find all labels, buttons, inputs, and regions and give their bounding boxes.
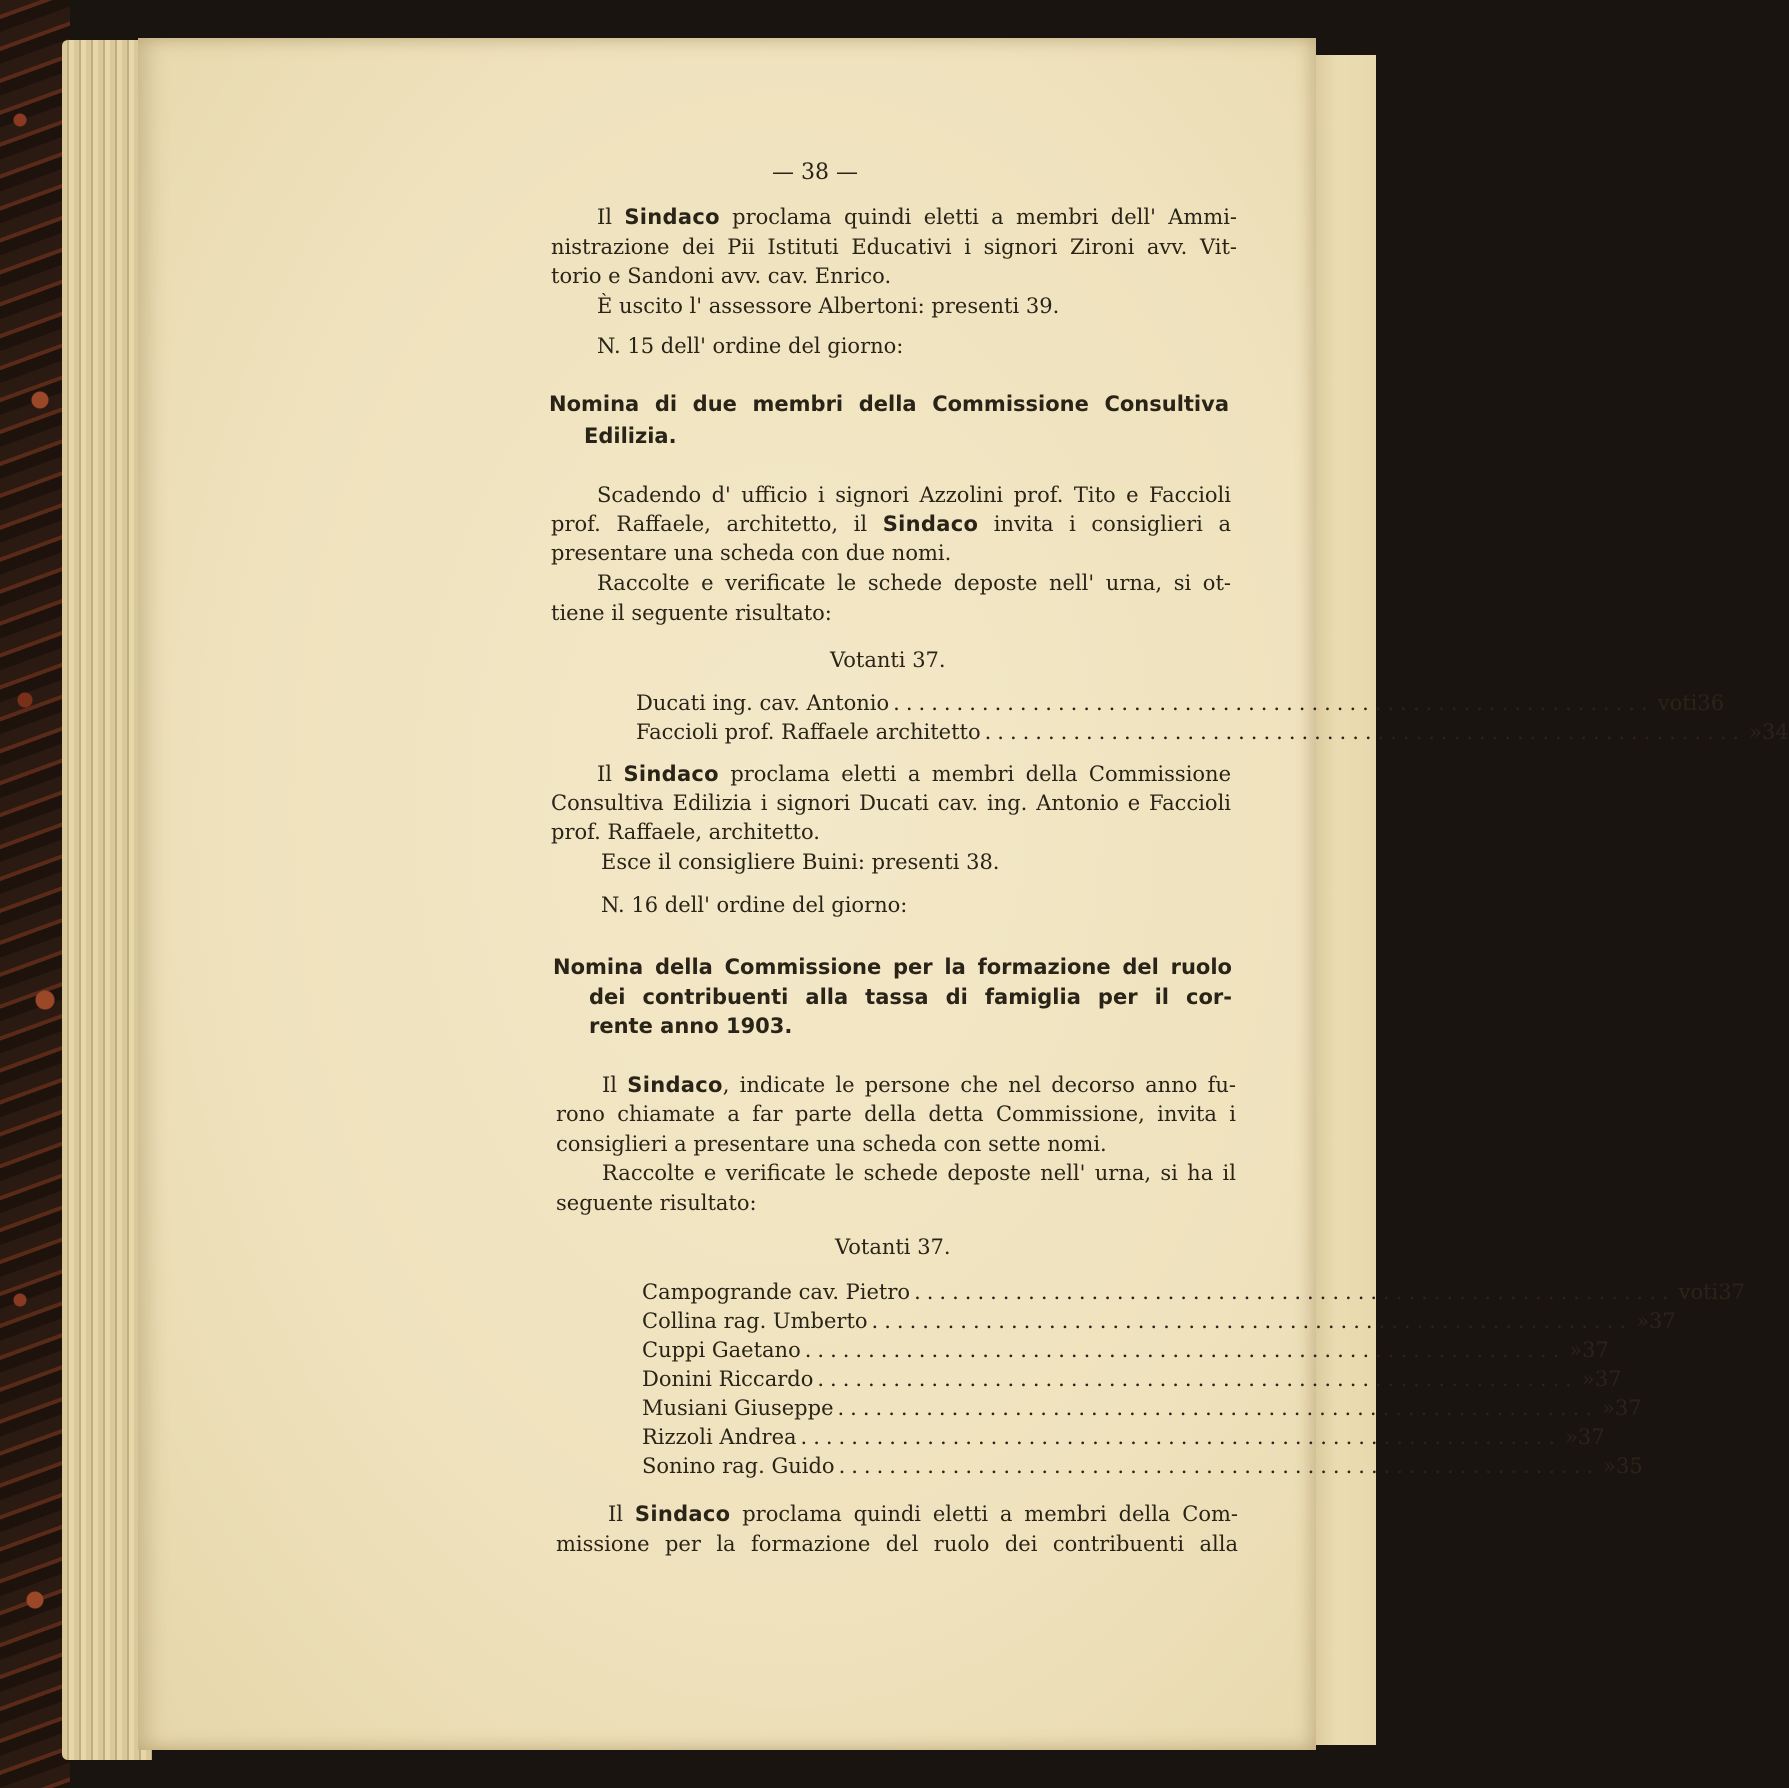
vote-count: 37 — [1648, 1309, 1676, 1333]
paragraph-line: nistrazione dei Pii Istituti Educativi i signori Zironi avv. Vit- — [551, 235, 1237, 259]
paragraph-line: torio e Sandoni avv. cav. Enrico. — [551, 264, 892, 288]
leader-dots: ............................................................ — [984, 720, 1746, 744]
paragraph-line: Raccolte e verificate le schede deposte nell' urna, si ha il — [602, 1161, 1236, 1185]
page-number: — 38 — — [772, 160, 858, 185]
result-row — [642, 1309, 1676, 1333]
paragraph-line: Scadendo d' ufficio i signori Azzolini prof. Tito e Faccioli — [597, 483, 1231, 507]
votanti-line: Votanti 37. — [835, 1235, 951, 1259]
result-row — [636, 691, 1725, 715]
vote-unit: » — [1636, 1309, 1649, 1333]
vote-count: 37 — [1577, 1425, 1605, 1449]
result-row — [642, 1425, 1605, 1449]
paragraph-line: Raccolte e verificate le schede deposte nell' urna, si ot- — [597, 571, 1231, 595]
result-row — [642, 1280, 1745, 1304]
vote-unit: » — [1569, 1338, 1583, 1362]
candidate-name: Cuppi Gaetano — [642, 1338, 801, 1362]
candidate-name: Rizzoli Andrea — [642, 1425, 797, 1449]
vote-unit: voti — [1657, 691, 1698, 715]
vote-unit: » — [1602, 1396, 1615, 1420]
paragraph-line: Il Sindaco, indicate le persone che nel decorso anno fu- — [602, 1073, 1237, 1097]
leader-dots: ............................................................ — [838, 1454, 1600, 1478]
votanti-line: Votanti 37. — [830, 648, 946, 672]
leader-dots: ............................................................ — [914, 1280, 1675, 1304]
result-row — [642, 1338, 1609, 1362]
leader-dots: ............................................................ — [804, 1338, 1566, 1362]
paragraph-line: seguente risultato: — [556, 1191, 757, 1215]
paragraph-line: rono chiamate a far parte della detta Commissione, invita i — [556, 1102, 1236, 1126]
paragraph-line: È uscito l' assessore Albertoni: presenti 39. — [597, 294, 1060, 318]
candidate-name: Donini Riccardo — [642, 1367, 814, 1391]
paragraph-line: N. 15 dell' ordine del giorno: — [597, 334, 904, 358]
paragraph-line: prof. Raffaele, architetto, il Sindaco invita i consiglieri a — [551, 512, 1232, 536]
result-row — [642, 1367, 1622, 1391]
leader-dots: ............................................................ — [871, 1309, 1633, 1333]
section-heading: Nomina della Commissione per la formazione del ruolo — [553, 955, 1232, 979]
vote-count: 37 — [1594, 1367, 1622, 1391]
vote-unit: » — [1581, 1367, 1595, 1391]
section-heading: dei contribuenti alla tassa di famiglia per il cor- — [589, 985, 1232, 1009]
candidate-name: Ducati ing. cav. Antonio — [636, 691, 890, 715]
paragraph-line: tiene il seguente risultato: — [551, 601, 832, 625]
leader-dots: ............................................................ — [800, 1425, 1562, 1449]
paragraph-line: prof. Raffaele, architetto. — [551, 820, 820, 844]
vote-unit: » — [1749, 720, 1762, 744]
paragraph-line: missione per la formazione del ruolo dei contribuenti alla — [556, 1532, 1238, 1556]
paragraph-line: presentare una scheda con due nomi. — [551, 541, 952, 565]
vote-count: 36 — [1697, 691, 1725, 715]
vote-count: 35 — [1615, 1454, 1643, 1478]
section-heading: rente anno 1903. — [589, 1014, 793, 1038]
vote-unit: voti — [1678, 1280, 1719, 1304]
vote-unit: » — [1603, 1454, 1616, 1478]
result-row — [642, 1454, 1643, 1478]
candidate-name: Campogrande cav. Pietro — [642, 1280, 911, 1304]
paragraph-line: Il Sindaco proclama quindi eletti a membri della Com- — [608, 1502, 1239, 1526]
paragraph-line: consiglieri a presentare una scheda con sette nomi. — [556, 1132, 1107, 1156]
paragraph-line: Il Sindaco proclama quindi eletti a membri dell' Ammi- — [597, 205, 1238, 229]
vote-count: 34 — [1762, 720, 1789, 744]
candidate-name: Musiani Giuseppe — [642, 1396, 834, 1420]
leader-dots: ............................................................ — [893, 691, 1654, 715]
section-heading: Nomina di due membri della Commissione Consultiva — [549, 392, 1229, 416]
paragraph-text: proclama quindi eletti a membri dell' Ammi- — [719, 205, 1238, 229]
candidate-name: Collina rag. Umberto — [642, 1309, 868, 1333]
vote-unit: » — [1565, 1425, 1578, 1449]
leader-dots: ............................................................ — [817, 1367, 1578, 1391]
candidate-name: Faccioli prof. Raffaele architetto — [636, 720, 981, 744]
vote-count: 37 — [1614, 1396, 1642, 1420]
paragraph-line: N. 16 dell' ordine del giorno: — [601, 893, 908, 917]
leader-dots: ............................................................ — [837, 1396, 1599, 1420]
paragraph-line: Consultiva Edilizia i signori Ducati cav. ing. Antonio e Faccioli — [551, 791, 1231, 815]
vote-count: 37 — [1718, 1280, 1745, 1304]
result-row — [642, 1396, 1642, 1420]
vote-count: 37 — [1582, 1338, 1609, 1362]
section-heading: Edilizia. — [584, 424, 677, 448]
candidate-name: Sonino rag. Guido — [642, 1454, 835, 1478]
paragraph-line: Esce il consigliere Buini: presenti 38. — [601, 850, 1000, 874]
paragraph-line: Il Sindaco proclama eletti a membri della Commissione — [597, 762, 1232, 786]
result-row — [636, 720, 1789, 744]
